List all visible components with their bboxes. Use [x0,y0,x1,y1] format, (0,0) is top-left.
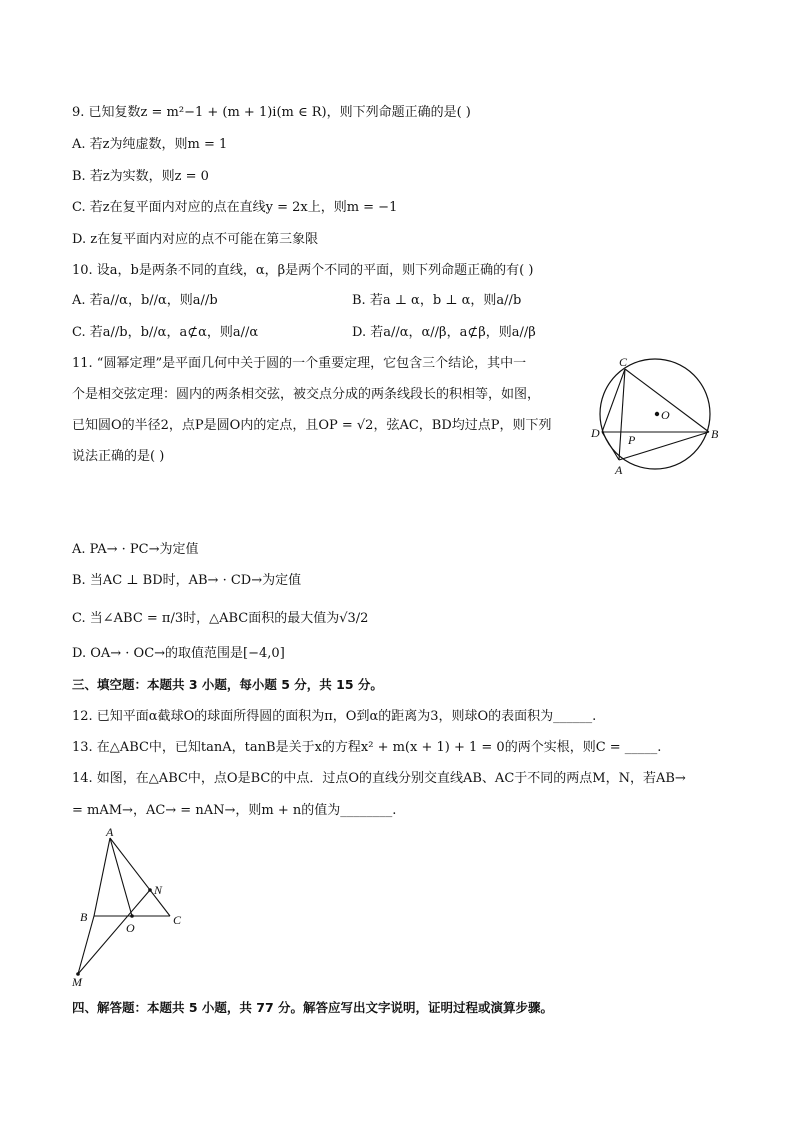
circle-chord-figure [588,352,728,482]
q9-option-b: B. 若z为实数，则z = 0 [72,169,209,184]
label-o: O [661,408,670,422]
q9-option-d: D. z在复平面内对应的点不可能在第三象限 [72,232,319,247]
q10-stem: 10. 设a，b是两条不同的直线，α，β是两个不同的平面，则下列命题正确的有( ) [72,263,534,278]
center-point-o [655,412,659,416]
label-a: A [615,463,623,477]
q9-stem: 9. 已知复数z = m²−1 + (m + 1)i(m ∈ R)，则下列命题正确的是( ) [72,105,471,120]
label-b: B [711,427,719,441]
line-mn [78,890,150,974]
q11-option-b: B. 当AC ⊥ BD时，AB→ · CD→为定值 [72,573,302,588]
label-o: O [126,921,135,935]
segment-da [602,432,619,460]
q10-option-b: B. 若a ⊥ α，b ⊥ α，则a//b [352,293,522,308]
label-c: C [173,913,182,927]
label-d: D [591,426,600,440]
label-p: P [628,433,636,447]
section-4-heading: 四、解答题：本题共 5 小题，共 77 分。解答应写出文字说明，证明过程或演算步骤。 [72,1000,554,1015]
label-c: C [619,355,628,369]
point-o [130,914,134,918]
q11-option-c: C. 当∠ABC = π/3时，△ABC面积的最大值为√3/2 [72,611,369,626]
triangle-figure [70,826,190,988]
section-3-heading: 三、填空题：本题共 3 小题，每小题 5 分，共 15 分。 [72,677,383,692]
q10-option-c: C. 若a//b，b//α，a⊄α，则a//α [72,325,259,340]
q12-text: 12. 已知平面α截球O的球面所得圆的面积为π，O到α的距离为3，则球O的表面积为______. [72,709,597,724]
label-b: B [80,910,88,924]
q14-line-2: = mAM→，AC→ = nAN→，则m + n的值为________. [72,803,397,818]
q11-line-3: 已知圆O的半径2，点P是圆O内的定点，且OP = √2，弦AC，BD均过点P，则下列 [72,418,552,433]
label-n: N [154,883,163,897]
q11-line-2: 个是相交弦定理：圆内的两条相交弦，被交点分成的两条线段长的积相等，如图， [72,387,541,402]
label-m: M [72,975,82,988]
median-ao [110,838,132,916]
q11-line-4: 说法正确的是( ) [72,449,165,464]
q9-option-c: C. 若z在复平面内对应的点在直线y = 2x上，则m = −1 [72,200,398,215]
q10-option-a: A. 若a//α，b//α，则a//b [72,293,218,308]
q11-option-a: A. PA→ · PC→为定值 [72,542,199,557]
segment-ab [94,838,110,916]
q13-text: 13. 在△ABC中，已知tanA，tanB是关于x的方程x² + m(x + 1) + 1 = 0的两个实根，则C = _____. [72,740,662,755]
q10-option-d: D. 若a//α，α//β，a⊄β，则a//β [352,325,536,340]
q9-option-a: A. 若z为纯虚数，则m = 1 [72,137,228,152]
label-a: A [106,826,114,839]
segment-ac [110,838,170,916]
q11-line-1: 11. “圆幂定理”是平面几何中关于圆的一个重要定理，它包含三个结论，其中一 [72,356,527,371]
q14-line-1: 14. 如图，在△ABC中，点O是BC的中点．过点O的直线分别交直线AB、AC于不同的两点M，N，若AB→ [72,771,686,786]
q11-option-d: D. OA→ · OC→的取值范围是[−4,0] [72,646,285,661]
point-n [148,888,152,892]
